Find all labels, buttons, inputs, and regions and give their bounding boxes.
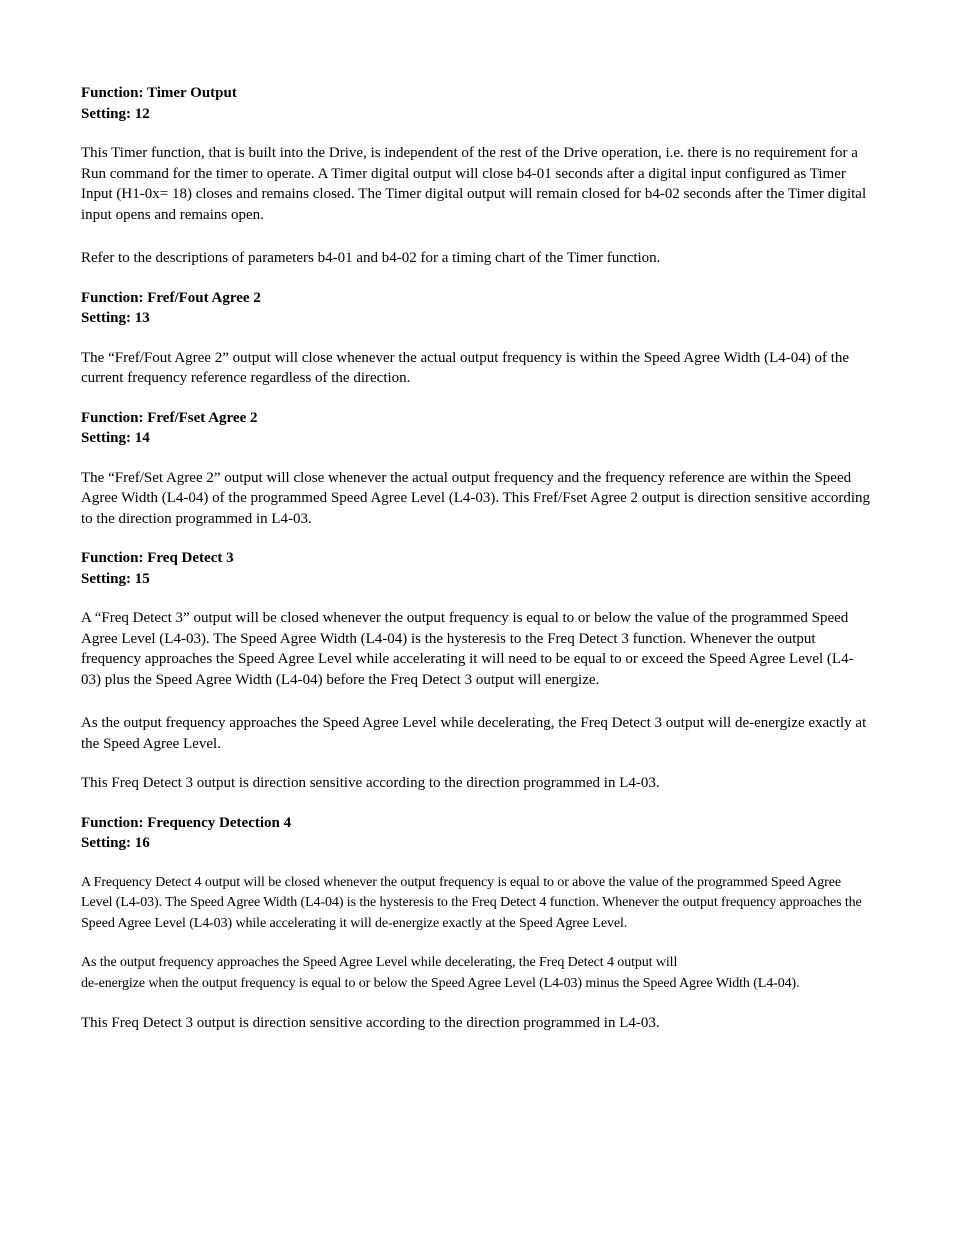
description-paragraph: This Freq Detect 3 output is direction sensitive according to the direction programmed in L4-03. bbox=[81, 1015, 660, 1031]
setting-heading: Setting: 16 bbox=[81, 835, 150, 851]
description-paragraph: A “Freq Detect 3” output will be closed whenever the output frequency is equal to or below the value of the programmed Speed Agree Level (L4-03). The Speed Agree Width (L4-04) is the hysteresis to the Freq Detect 3 function. Whenever the output frequency approaches the Speed Agree Level while accelerating it will need to be equal to or exceed the Speed Agree Level (L4-03) plus the Speed Agree Width (L4-04) before the Freq Detect 3 output will energize. bbox=[81, 610, 854, 688]
setting-heading: Setting: 14 bbox=[81, 430, 150, 446]
document-page bbox=[81, 83, 871, 1034]
paragraph-line: de-energize when the output frequency is equal to or below the Speed Agree Level (L4-03) minus the Speed Agree Width (L4-04). bbox=[81, 975, 800, 991]
description-paragraph: A Frequency Detect 4 output will be closed whenever the output frequency is equal to or above the value of the programmed Speed Agree Level (L4-03). The Speed Agree Width (L4-04) is the hysteresis to the Freq Detect 4 function. Whenever the output frequency approaches the Speed Agree Level (L4-03) while accelerating it will de-energize exactly at the Speed Agree Level. bbox=[81, 874, 862, 931]
section-frequency-detection-4 bbox=[81, 813, 871, 1034]
function-heading: Function: Frequency Detection 4 bbox=[81, 814, 292, 831]
description-paragraph: The “Fref/Set Agree 2” output will close whenever the actual output frequency and the frequency reference are within the Speed Agree Width (L4-04) of the programmed Speed Agree Level (L4-03). This Fref/Fset Agree 2 output is direction sensitive according to the direction programmed in L4-03. bbox=[81, 469, 871, 527]
section-timer-output bbox=[81, 83, 871, 269]
paragraph-line: As the output frequency approaches the Speed Agree Level while decelerating, the Freq Detect 4 output will bbox=[81, 955, 678, 970]
section-fref-fout-agree-2 bbox=[81, 288, 871, 389]
description-paragraph bbox=[81, 953, 871, 994]
description-paragraph: This Freq Detect 3 output is direction sensitive according to the direction programmed in L4-03. bbox=[81, 775, 660, 791]
function-heading: Function: Fref/Fset Agree 2 bbox=[81, 409, 258, 426]
section-freq-detect-3 bbox=[81, 548, 871, 794]
setting-heading: Setting: 15 bbox=[81, 570, 150, 587]
function-heading: Function: Timer Output bbox=[81, 85, 237, 101]
description-paragraph: The “Fref/Fout Agree 2” output will close whenever the actual output frequency is within the Speed Agree Width (L4-04) of the current frequency reference regardless of the direction. bbox=[81, 349, 850, 386]
function-heading: Function: Fref/Fout Agree 2 bbox=[81, 289, 261, 306]
setting-heading: Setting: 12 bbox=[81, 105, 150, 122]
setting-heading: Setting: 13 bbox=[81, 310, 150, 326]
function-heading: Function: Freq Detect 3 bbox=[81, 550, 234, 566]
description-paragraph: Refer to the descriptions of parameters b4-01 and b4-02 for a timing chart of the Timer function. bbox=[81, 250, 661, 266]
description-paragraph: This Timer function, that is built into the Drive, is independent of the rest of the Drive operation, i.e. there is no requirement for a Run command for the timer to operate. A Timer digital output will close b4-01 seconds after a digital input configured as Timer Input (H1-0x= 18) closes and remains closed. The Timer digital output will remain closed for b4-02 seconds after the Timer digital input opens and remains open. bbox=[81, 145, 867, 223]
section-fref-fset-agree-2 bbox=[81, 408, 871, 530]
description-paragraph: As the output frequency approaches the Speed Agree Level while decelerating, the Freq Detect 3 output will de-energize exactly at the Speed Agree Level. bbox=[81, 715, 867, 752]
